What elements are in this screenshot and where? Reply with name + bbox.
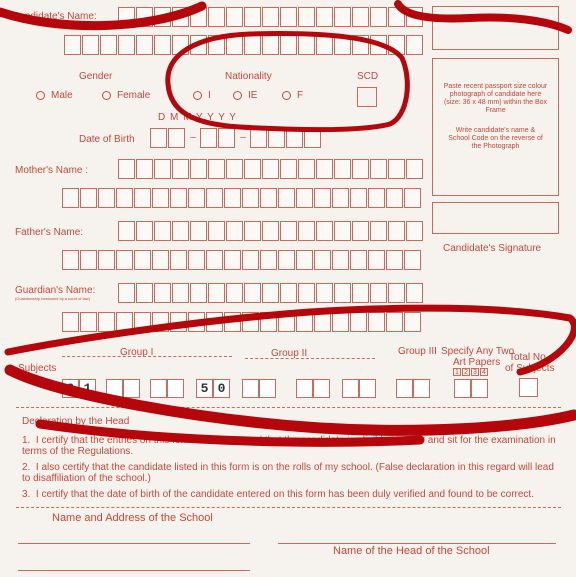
- photo-instruction-3: Write candidate's name & School Code on the reverse of the Photograph: [448, 127, 543, 150]
- school-address-label: Name and Address of the School: [52, 512, 213, 524]
- scribble-top-right: [398, 4, 568, 30]
- mother-name-label: Mother's Name :: [15, 165, 89, 176]
- signature-label: Candidate's Signature: [443, 243, 542, 254]
- nationality-i-option[interactable]: I: [193, 90, 211, 101]
- declaration-text: I certify that the date of birth of the candidate entered on this form has been duly verified and found to be correct.: [35, 489, 534, 500]
- gender-label: Gender: [79, 71, 113, 82]
- nationality-ie-option[interactable]: IE: [233, 90, 257, 101]
- guardian-note: (Guardianship bestowed by a court of law): [15, 296, 90, 301]
- art-num-2: 2: [462, 368, 470, 376]
- group-1-label: Group I: [120, 347, 154, 358]
- declaration-text: I also certify that the candidate listed in this form is on the rolls of my school. (False declaration in this regard will lead to disaffiliation of the school.): [22, 462, 554, 484]
- declaration-num: 1.: [22, 435, 31, 446]
- group-2-label: Group II: [271, 348, 308, 359]
- declaration-heading: Declaration by the Head: [22, 416, 130, 427]
- specify-two-label: Specify Any Two: [441, 346, 515, 357]
- father-name-label: Father's Name:: [15, 227, 84, 238]
- gender-female-option[interactable]: Female: [102, 90, 150, 101]
- subject-code-digit[interactable]: 1: [79, 379, 96, 398]
- head-name-label: Name of the Head of the School: [333, 545, 490, 557]
- nationality-label: Nationality: [225, 71, 272, 82]
- art-num-1: 1: [453, 368, 461, 376]
- subject-code-digit[interactable]: 0: [213, 379, 230, 398]
- scribble-circle: [168, 34, 408, 130]
- scribble-lower-swoop: [10, 370, 574, 430]
- subject-code-digit[interactable]: 0: [62, 379, 79, 398]
- group-3-label: Group III: [398, 346, 437, 357]
- gender-male-option[interactable]: Male: [36, 90, 73, 101]
- subjects-label: Subjects: [18, 363, 57, 374]
- nationality-f-option[interactable]: F: [282, 90, 303, 101]
- subject-code-digit[interactable]: 5: [196, 379, 213, 398]
- declaration-text: I certify that the entries on this form are correct and that the candidate is eligible to enter and sit for the examination in terms of the Regulations.: [22, 435, 556, 457]
- art-num-4: 4: [480, 368, 488, 376]
- declaration-num: 2.: [22, 462, 31, 473]
- photo-instruction-2: (size: 36 x 48 mm) within the Box Frame: [443, 99, 548, 114]
- of-subjects-label: of Subjects: [505, 363, 555, 374]
- total-no-label: Total No.: [509, 352, 549, 363]
- art-num-3: 3: [471, 368, 479, 376]
- art-papers-label: Art Papers: [453, 357, 501, 368]
- dob-boxes[interactable]: – –: [150, 128, 322, 148]
- photo-instruction-1: Paste recent passport size colour photograph of candidate here: [443, 83, 548, 98]
- dob-format: D M M Y Y Y Y: [158, 112, 237, 123]
- scribble-upper-swoop: [8, 308, 574, 372]
- guardian-name-label: Guardian's Name:: [15, 285, 96, 296]
- declaration-num: 3.: [22, 489, 31, 500]
- scd-label: SCD: [357, 71, 379, 82]
- candidate-name-label: Candidate's Name:: [12, 11, 97, 22]
- scribble-top-left: [0, 6, 202, 26]
- dob-label: Date of Birth: [79, 134, 135, 145]
